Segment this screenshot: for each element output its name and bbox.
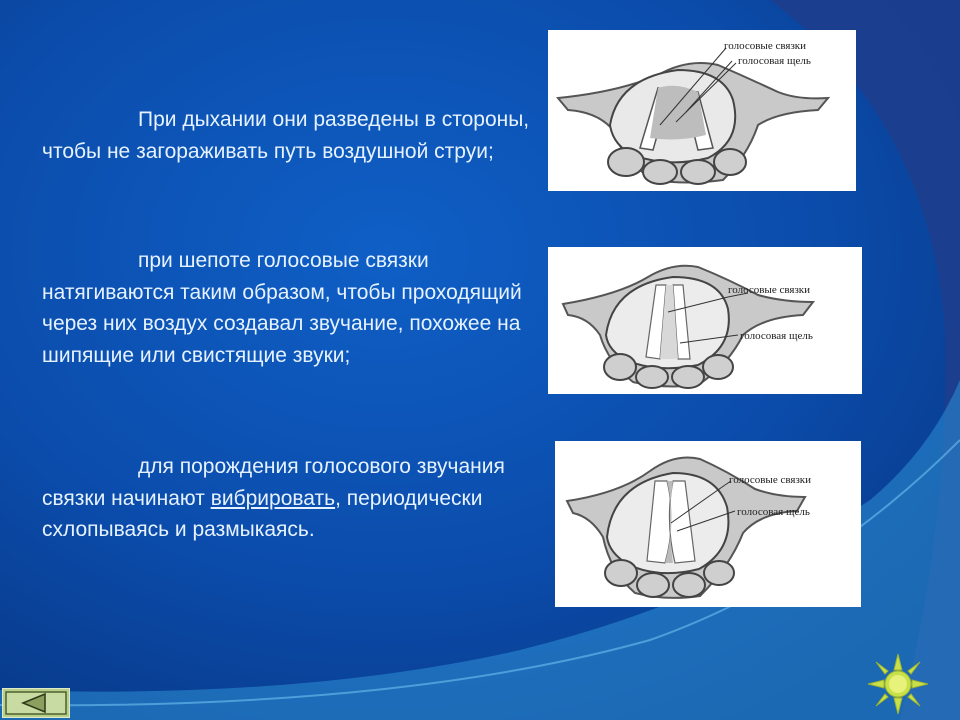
back-arrow-icon <box>3 689 69 717</box>
label-glottis: голосовая щель <box>738 55 811 67</box>
sun-icon <box>866 652 930 716</box>
label-glottis: голосовая щель <box>737 506 810 518</box>
larynx-diagram-phonation <box>555 441 861 607</box>
back-button[interactable] <box>2 688 70 718</box>
paragraph-phonation-text-before: для порождения голосового звучания связки начинают <box>42 455 505 510</box>
vibrate-link[interactable]: вибрировать <box>210 486 336 510</box>
paragraph-whisper <box>42 245 532 371</box>
label-glottis: голосовая щель <box>740 330 813 342</box>
paragraph-whisper-text: при шепоте голосовые связки натягиваются таким образом, чтобы проходящий через них воздух создавал звучание, похожее на шипящие или свистящие звуки; <box>42 249 522 367</box>
label-vocal-folds: голосовые связки <box>724 40 807 52</box>
paragraph-phonation <box>42 451 532 546</box>
paragraph-breathing-text: При дыхании они разведены в стороны, чтобы не загораживать путь воздушной струи; <box>42 108 530 163</box>
larynx-figure-breathing <box>548 30 856 191</box>
larynx-figure-whisper <box>548 247 862 394</box>
label-vocal-folds: голосовые связки <box>728 284 811 296</box>
label-vocal-folds: голосовые связки <box>729 474 812 486</box>
paragraph-phonation-text-after: , периодически схлопываясь и размыкаясь. <box>42 486 483 541</box>
larynx-figure-phonation <box>555 441 861 607</box>
larynx-diagram-whisper <box>548 247 862 394</box>
paragraph-breathing <box>42 104 532 167</box>
larynx-diagram-breathing <box>548 30 856 191</box>
